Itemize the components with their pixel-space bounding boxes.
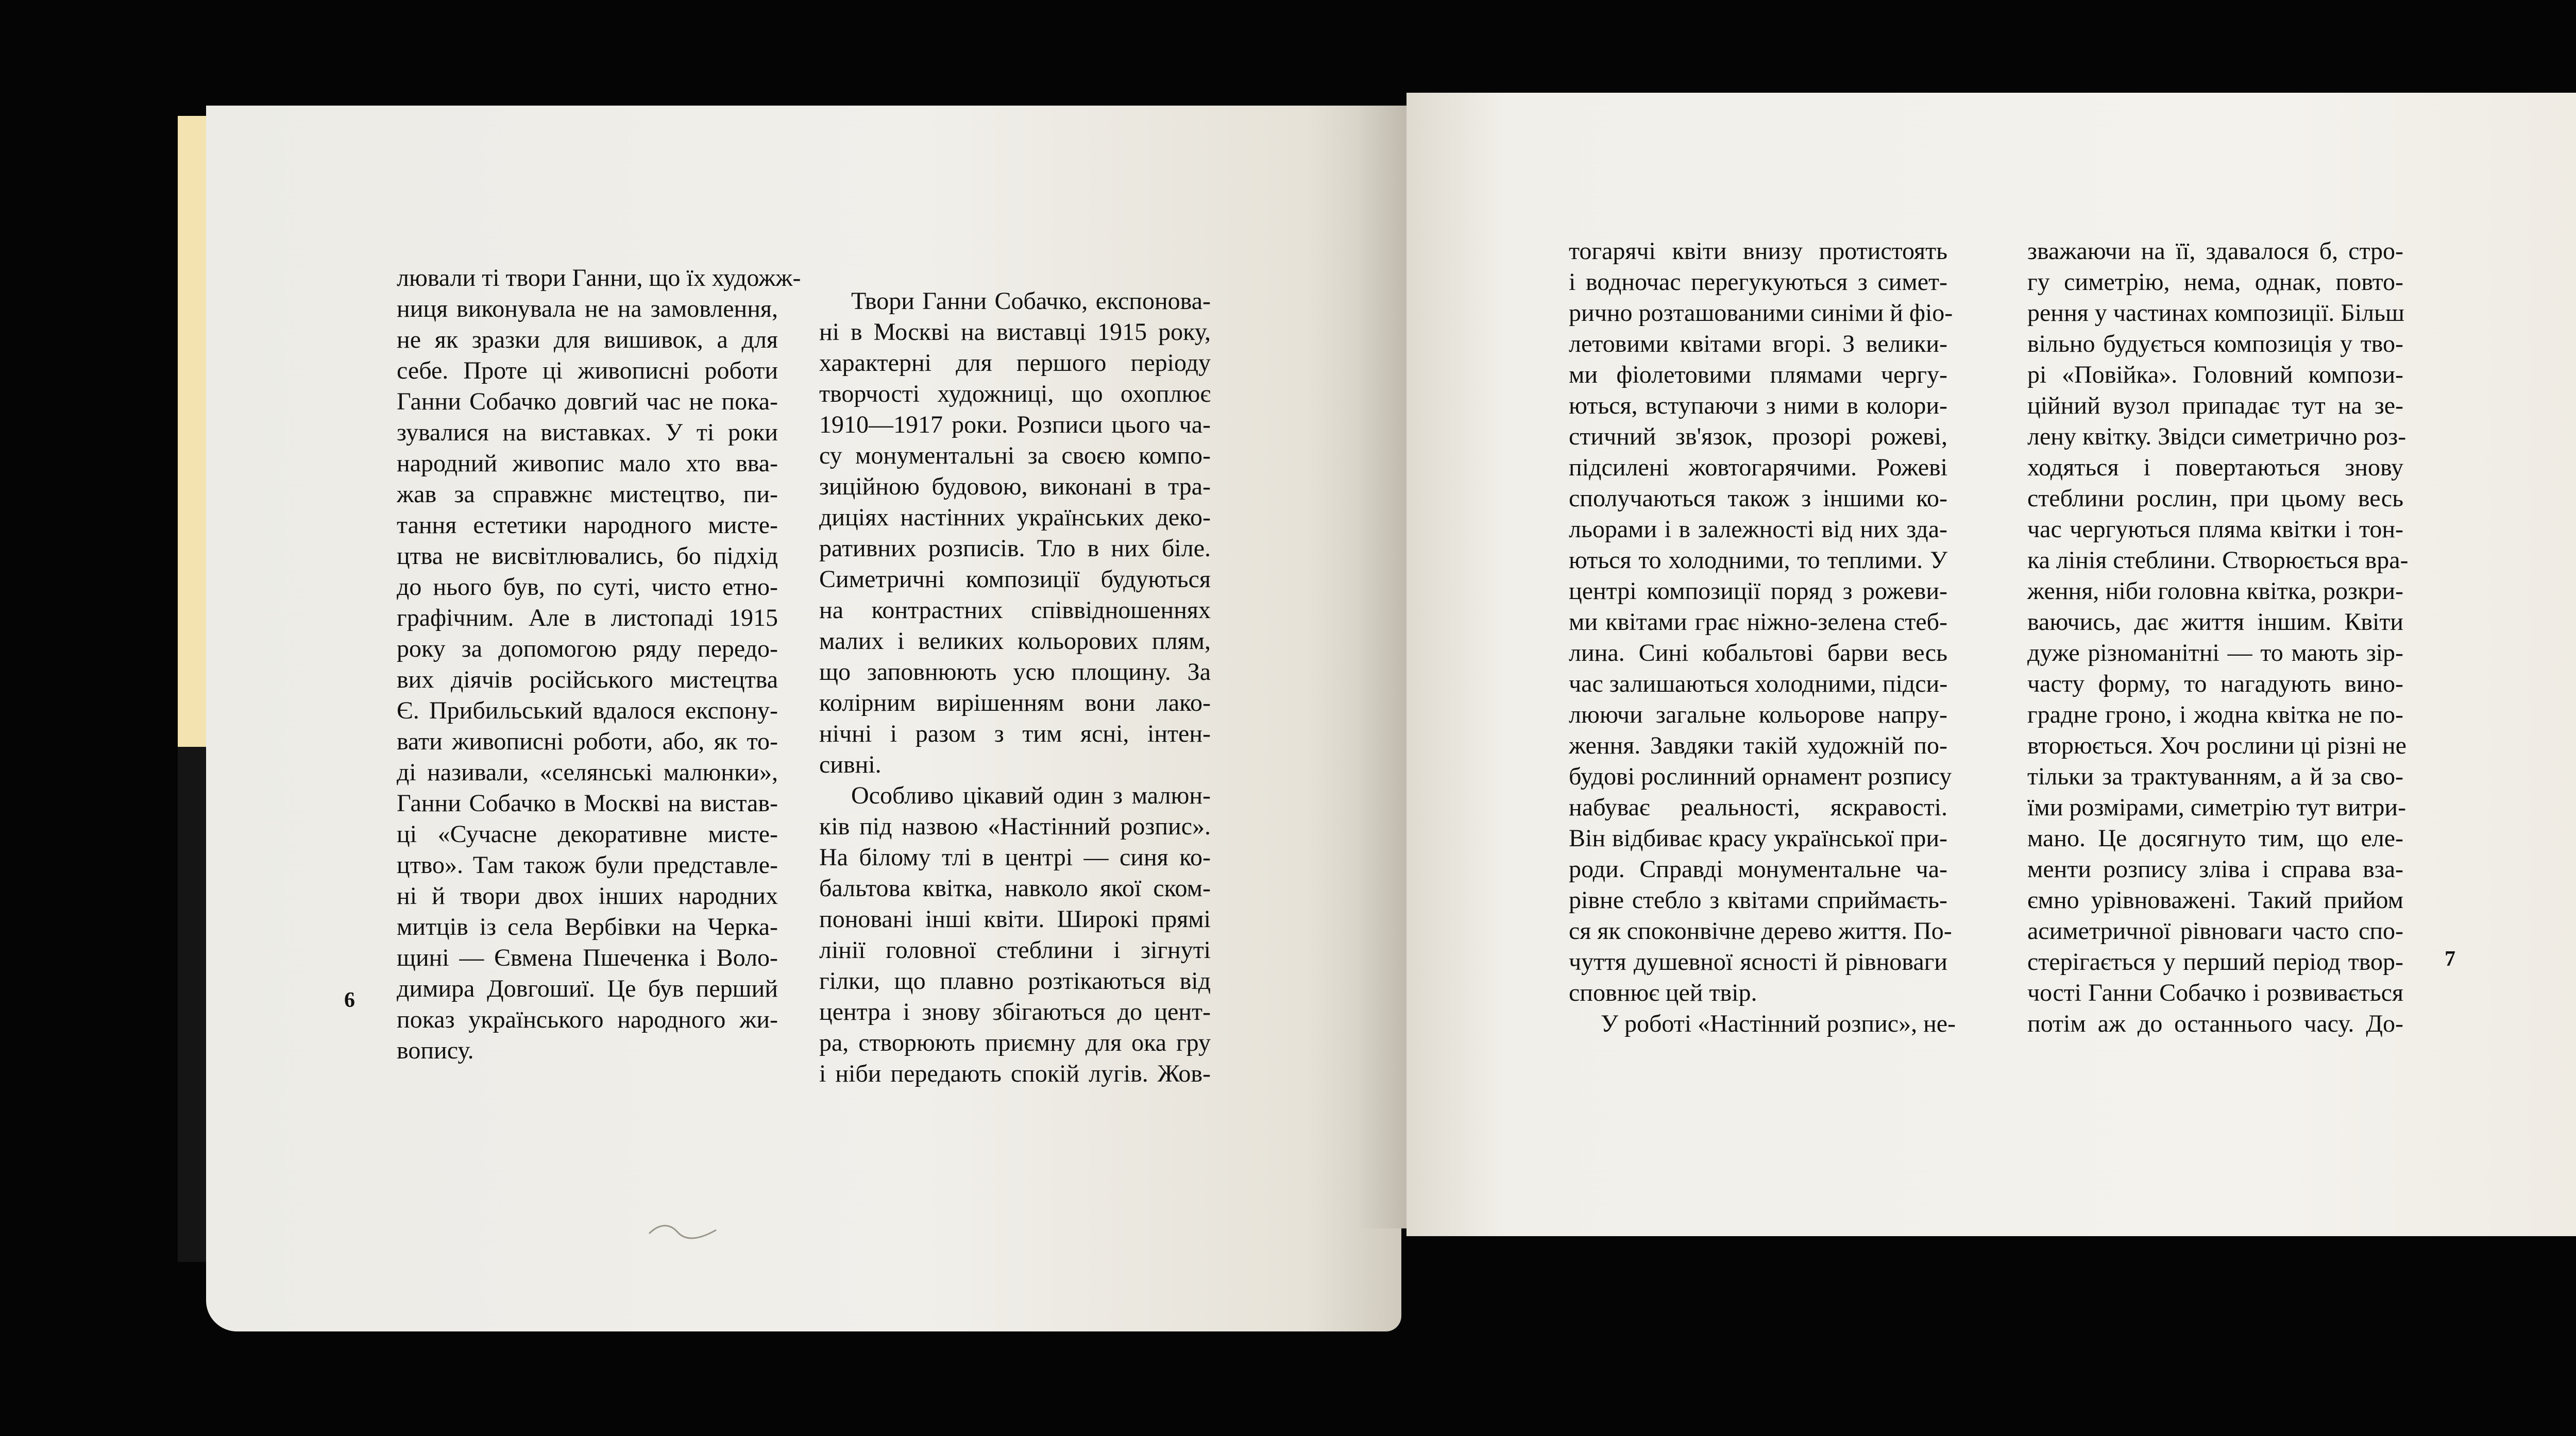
text-line: вопису. <box>397 1037 474 1064</box>
page-number: 7 <box>2445 947 2455 971</box>
paragraph <box>819 780 1211 1089</box>
text-line: Твори Ганни Собачко, експонова- <box>851 287 1211 315</box>
text-line: димира Довгошиї. Це був перший <box>397 975 778 1002</box>
left-column-1 <box>397 263 801 1066</box>
text-line: градне гроно, і жодна квітка не по- <box>2027 701 2403 728</box>
text-line: чості Ганни Собачко і розвивається <box>2027 979 2403 1006</box>
page-number: 6 <box>344 988 355 1012</box>
text-line: ків під назвою «Настінний розпис». <box>819 813 1211 840</box>
text-line: вих діячів російського мистецтва <box>397 666 778 693</box>
text-line: гу симетрію, нема, однак, повто- <box>2027 268 2403 296</box>
text-line: асиметричної рівноваги часто спо- <box>2027 917 2403 945</box>
text-line: мано. Це досягнуто тим, що еле- <box>2027 825 2403 852</box>
text-line: ді називали, «селянські малюнки», <box>397 759 778 786</box>
text-line: характерні для першого періоду <box>819 349 1211 377</box>
text-line: чуття душевної ясності й рівноваги <box>1569 948 1947 976</box>
text-line: су монументальні за своєю компо- <box>819 442 1211 469</box>
text-line: роди. Справді монументальне ча- <box>1569 856 1947 883</box>
text-line: рення у частинах композиції. Більш <box>2027 299 2404 327</box>
text-line: лина. Сині кобальтові барви весь <box>1569 639 1947 666</box>
text-line: графічним. Але в листопаді 1915 <box>397 604 778 631</box>
text-line: стеблини рослин, при цьому весь <box>2027 485 2403 512</box>
text-line: ження, ніби головна квітка, розкри- <box>2027 577 2403 605</box>
text-line: малих і великих кольорових плям, <box>819 627 1211 655</box>
text-line: ся як споконвічне дерево життя. По- <box>1569 917 1952 945</box>
text-line: до нього був, по суті, чисто етно- <box>397 573 778 601</box>
text-line: творчості художниці, що охоплює <box>819 380 1211 407</box>
text-line: центрі композиції поряд з рожеви- <box>1569 577 1947 605</box>
text-line: року за допомогою ряду передо- <box>397 635 778 662</box>
text-line: що заповнюють усю площину. За <box>819 658 1211 686</box>
left-page <box>206 106 1401 1331</box>
left-column-2 <box>819 286 1211 1089</box>
text-line: льорами і в залежності від них зда- <box>1569 516 1947 543</box>
text-line: Є. Прибильський вдалося експону- <box>397 697 778 724</box>
text-line: ні в Москві на виставці 1915 року, <box>819 318 1211 346</box>
text-line: гілки, що плавно розтікаються від <box>819 967 1211 995</box>
text-line: У роботі «Настінний розпис», не- <box>1601 1010 1956 1037</box>
text-line: колірним вирішенням вони лако- <box>819 689 1211 716</box>
text-line: будові рослинний орнамент розпису <box>1569 763 1952 790</box>
text-line: підсилені жовтогарячими. Рожеві <box>1569 454 1947 481</box>
pencil-mark-icon <box>647 1221 719 1241</box>
text-line: Ганни Собачко в Москві на вистав- <box>397 790 778 817</box>
text-line: ми квітами грає ніжно-зелена стеб- <box>1569 608 1947 636</box>
text-line: нічні і разом з тим ясні, інтен- <box>819 720 1211 747</box>
text-line: ниця виконувала не на замовлення, <box>397 295 778 322</box>
text-line: часту форму, то нагадують вино- <box>2027 670 2403 697</box>
text-line: ження. Завдяки такій художній по- <box>1569 732 1947 759</box>
text-line: зважаючи на її, здавалося б, стро- <box>2027 237 2403 265</box>
paragraph <box>1569 236 1953 1008</box>
text-line: ми фіолетовими плямами чергу- <box>1569 361 1947 388</box>
text-line: ра, створюють приємну для ока гру <box>819 1029 1211 1056</box>
text-line: менти розпису зліва і справа вза- <box>2027 856 2403 883</box>
text-line: рівне стебло з квітами сприймаєть- <box>1569 886 1947 914</box>
text-line: цтва не висвітлювались, бо підхід <box>397 542 778 570</box>
text-line: диціях настінних українських деко- <box>819 504 1211 531</box>
right-column-2 <box>2027 236 2409 1039</box>
text-line: Симетричні композиції будуються <box>819 566 1211 593</box>
text-line: тільки за трактуванням, а й за сво- <box>2027 763 2403 790</box>
text-line: час залишаються холодними, підси- <box>1569 670 1948 697</box>
text-line: люючи загальне кольорове напру- <box>1569 701 1947 728</box>
text-line: на контрастних співвідношеннях <box>819 596 1211 624</box>
text-line: сивні. <box>819 751 882 778</box>
text-line: щині — Євмена Пшеченка і Воло- <box>397 944 778 971</box>
text-line: ні й твори двох інших народних <box>397 882 778 910</box>
text-line: сповнює цей твір. <box>1569 979 1757 1006</box>
text-line: зиційною будовою, виконані в тра- <box>819 473 1211 500</box>
paragraph <box>819 286 1211 780</box>
text-line: вторюється. Хоч рослини ці різні не <box>2027 732 2406 759</box>
text-line: дуже різноманітні — то мають зір- <box>2027 639 2403 666</box>
text-line: себе. Проте ці живописні роботи <box>397 357 778 384</box>
text-line: зувалися на виставках. У ті роки <box>397 419 778 446</box>
text-line: митців із села Вербівки на Черка- <box>397 913 778 941</box>
text-line: і водночас перегукуються з симет- <box>1569 268 1947 296</box>
text-line: тогарячі квіти внизу протистоять <box>1569 237 1947 265</box>
text-line: потім аж до останнього часу. До- <box>2027 1010 2403 1037</box>
text-line: ваючись, дає життя іншим. Квіти <box>2027 608 2403 636</box>
text-line: ці «Сучасне декоративне мисте- <box>397 820 778 848</box>
text-line: центра і знову збігаються до цент- <box>819 998 1211 1025</box>
text-line: рично розташованими синіми й фіо- <box>1569 299 1953 327</box>
text-line: набуває реальності, яскравості. <box>1569 794 1947 821</box>
text-line: не як зразки для вишивок, а для <box>397 326 778 353</box>
text-line: ються то холодними, то теплими. У <box>1569 546 1947 574</box>
text-line: їми розмірами, симетрію тут витри- <box>2027 794 2406 821</box>
text-line: лювали ті твори Ганни, що їх художж- <box>397 264 801 292</box>
text-line: ходяться і повертаються знову <box>2027 454 2403 481</box>
text-line: лену квітку. Звідси симетрично роз- <box>2027 423 2406 450</box>
text-line: і ніби передають спокій лугів. Жов- <box>819 1060 1211 1087</box>
text-line: На білому тлі в центрі — синя ко- <box>819 844 1211 871</box>
text-line: ційний вузол припадає тут на зе- <box>2027 392 2403 419</box>
text-line: цтво». Там також були представле- <box>397 851 778 879</box>
text-line: жав за справжнє мистецтво, пи- <box>397 481 778 508</box>
text-line: стерігається у перший період твор- <box>2027 948 2403 976</box>
text-line: показ українського народного жи- <box>397 1006 778 1033</box>
text-line: тання естетики народного мисте- <box>397 511 778 539</box>
text-line: бальтова квітка, навколо якої ском- <box>819 875 1211 902</box>
text-line: летовими квітами вгорі. З велики- <box>1569 330 1947 357</box>
text-line: 1910—1917 роки. Розписи цього ча- <box>819 411 1211 438</box>
text-line: лінії головної стеблини і зігнуті <box>819 936 1211 964</box>
text-line: вільно будується композиція у тво- <box>2027 330 2403 357</box>
text-line: Особливо цікавий один з малюн- <box>851 782 1211 809</box>
text-line: Він відбиває красу української при- <box>1569 825 1947 852</box>
text-line: рі «Повійка». Головний компози- <box>2027 361 2403 388</box>
text-line: ка лінія стеблини. Створюється вра- <box>2027 546 2409 574</box>
text-line: вати живописні роботи, або, як то- <box>397 728 778 755</box>
text-line: ються, вступаючи з ними в колори- <box>1569 392 1947 419</box>
text-line: ємно урівноважені. Такий прийом <box>2027 886 2403 914</box>
text-line: сполучаються також з іншими ко- <box>1569 485 1947 512</box>
paragraph <box>1569 1008 1956 1039</box>
text-line: народний живопис мало хто вва- <box>397 450 778 477</box>
text-line: час чергуються пляма квітки і тон- <box>2027 516 2403 543</box>
text-line: ративних розписів. Тло в них біле. <box>819 535 1211 562</box>
text-line: стичний зв'язок, прозорі рожеві, <box>1569 423 1947 450</box>
text-line: поновані інші квіти. Широкі прямі <box>819 905 1211 933</box>
right-column-1 <box>1569 236 1956 1039</box>
text-line: Ганни Собачко довгий час не пока- <box>397 388 778 415</box>
